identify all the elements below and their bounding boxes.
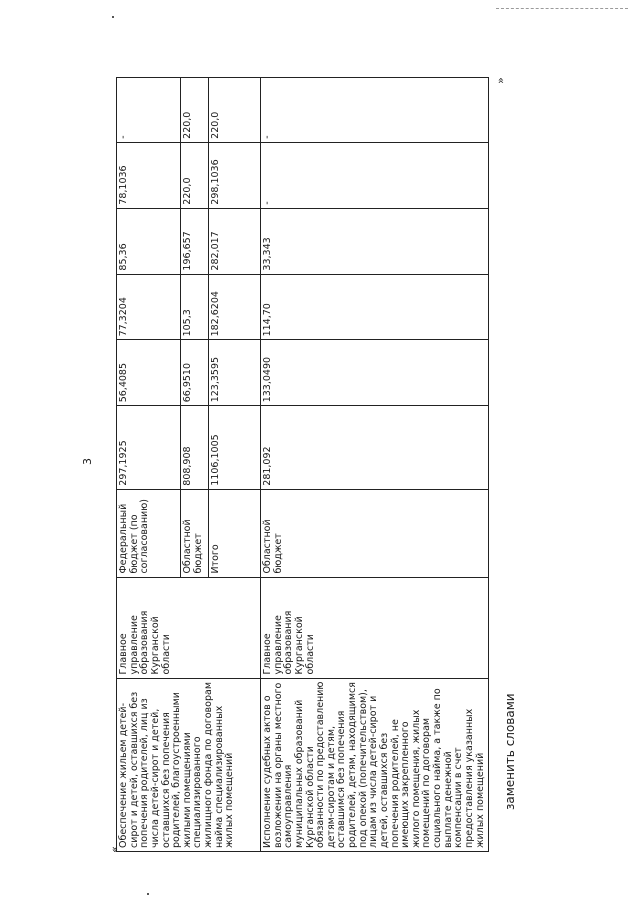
scan-speck <box>147 893 149 895</box>
value-cell: 123,3595 <box>209 340 261 406</box>
value-cell: 105,3 <box>181 274 209 340</box>
value-cell: 114,70 <box>261 274 489 340</box>
replace-note: заменить словами <box>503 693 517 810</box>
value-cell: 133,0490 <box>261 340 489 406</box>
budget-table-container <box>116 77 484 852</box>
executor-cell: Главное управление образования Курганской области <box>117 577 261 678</box>
value-cell: 77,3204 <box>117 274 181 340</box>
source-cell: Итого <box>209 489 261 577</box>
budget-table <box>116 77 489 852</box>
table-row <box>261 78 489 852</box>
executor-cell: Главное управление образования Курганской области <box>261 577 489 678</box>
value-cell: 33,343 <box>261 208 489 274</box>
value-cell: 182,6204 <box>209 274 261 340</box>
value-cell: - <box>261 142 489 208</box>
header-marks <box>496 8 628 9</box>
measure-cell: Обеспечение жильем детей-сирот и детей, оставшихся без попечения родителей, лиц из числа детей-сирот и детей, оставшихся без попечения родителей, благоустроенными жилыми помещениями специализированного жилищного фонда по договорам найма специализированных жилых помещений <box>117 678 261 851</box>
value-cell: 298,1036 <box>209 142 261 208</box>
source-cell: Федеральный бюджет (по согласованию) <box>117 489 181 577</box>
value-cell: 281,092 <box>261 406 489 489</box>
measure-cell: Исполнение судебных актов о возложении на органы местного самоуправления муниципальных образований Курганской области обязанности по предоставлению детям-сиротам и детям, оставшимся без попечения родителей, детям, находящимся под опекой (попечительством), лицам из числа детей-сирот и детей, оставшихся без попечения родителей, не имеющих закрепленного жилого помещения, жилых помещений по договорам социального найма, а также по выплате денежной компенсации в счет предоставления указанных жилых помещений <box>261 678 489 851</box>
value-cell: 220,0 <box>181 78 209 143</box>
value-cell: 85,36 <box>117 208 181 274</box>
value-cell: 220,0 <box>181 142 209 208</box>
value-cell: 282,017 <box>209 208 261 274</box>
opening-quote: « <box>107 846 121 853</box>
value-cell: - <box>117 78 181 143</box>
source-cell: Областной бюджет <box>261 489 489 577</box>
value-cell: 56,4085 <box>117 340 181 406</box>
value-cell: 220,0 <box>209 78 261 143</box>
value-cell: - <box>261 78 489 143</box>
value-cell: 1106,1005 <box>209 406 261 489</box>
value-cell: 66,9510 <box>181 340 209 406</box>
value-cell: 297,1925 <box>117 406 181 489</box>
scan-speck <box>112 16 114 18</box>
table-row <box>117 78 181 852</box>
value-cell: 78,1036 <box>117 142 181 208</box>
value-cell: 808,908 <box>181 406 209 489</box>
page-number: 3 <box>81 458 94 465</box>
value-cell: 196,657 <box>181 208 209 274</box>
source-cell: Областной бюджет <box>181 489 209 577</box>
closing-quote: » <box>493 77 507 84</box>
